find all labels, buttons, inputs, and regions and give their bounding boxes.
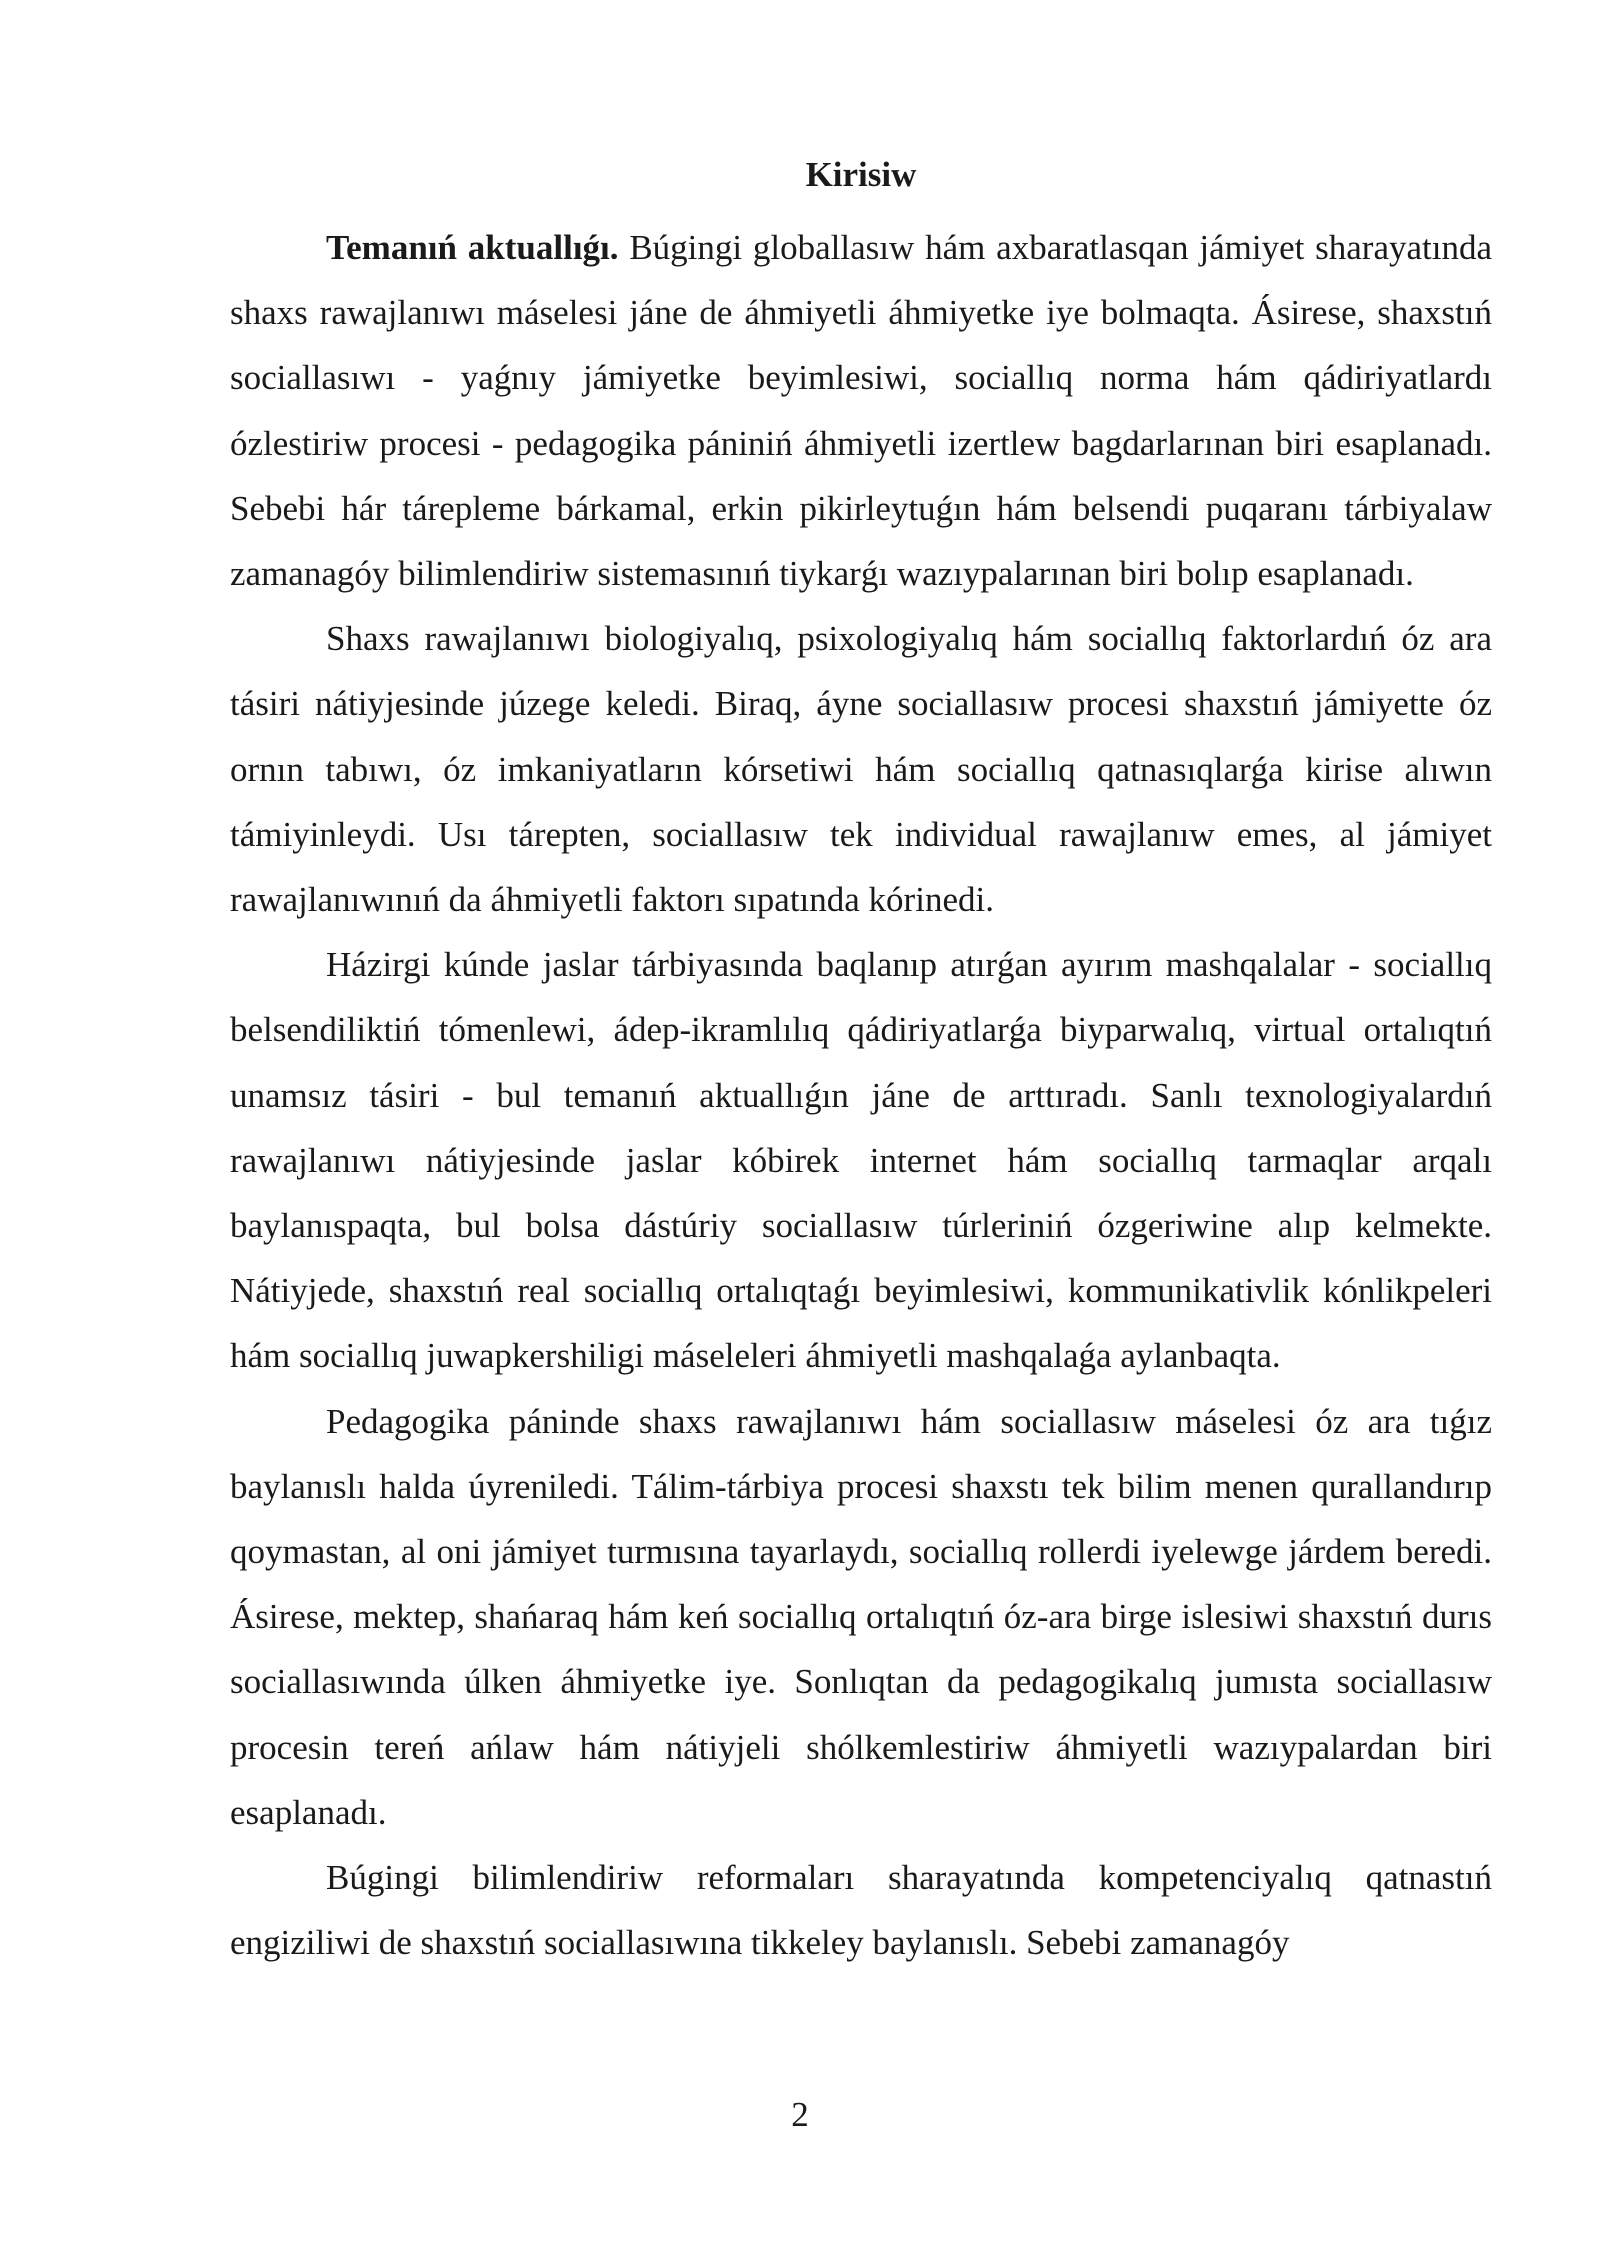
paragraph-text: Házirgi kúnde jaslar tárbiyasında baqlanıp atırǵan ayırım mashqalalar - sociallıq belsendiliktiń tómenlewi, ádep-ikramlılıq qádiriyatlarǵa biyparwalıq, virtual ortalıqtıń unamsız tásiri - bul temanıń aktuallıǵın jáne de arttıradı. Sanlı texnologiyalardıń rawajlanıwı nátiyjesinde jaslar kóbirek internet hám sociallıq tarmaqlar arqalı baylanıspaqta, bul bolsa dástúriy sociallasıw túrleriniń ózgeriwine alıp kelmekte. Nátiyjede, shaxstıń real sociallıq ortalıqtaǵı beyimlesiwi, kommunikativlik kónlikpeleri hám sociallıq juwapkershiligi máseleleri áhmiyetli mashqalaǵa aylanbaqta. xyxy=(230,945,1492,1376)
page-number: 2 xyxy=(791,2095,809,2134)
paragraph-text: Shaxs rawajlanıwı biologiyalıq, psixologiyalıq hám sociallıq faktorlardıń óz ara tásiri nátiyjesinde júzege keledi. Biraq, áyne sociallasıw procesi shaxstıń jámiyette óz ornın tabıwı, óz imkaniyatların kórsetiwi hám sociallıq qatnasıqlarǵa kirise alıwın támiyinleydi. Usı tárepten, sociallasıw tek individual rawajlanıw emes, al jámiyet rawajlanıwınıń da áhmiyetli faktorı sıpatında kórinedi. xyxy=(230,619,1492,920)
document-page xyxy=(230,150,1492,1975)
paragraph-education-reforms xyxy=(230,1845,1492,1975)
paragraph-text: Pedagogika páninde shaxs rawajlanıwı hám sociallasıw máselesi óz ara tıǵız baylanıslı halda úyreniledi. Tálim-tárbiya procesi shaxstı tek bilim menen qurallandırıp qoymastan, al oni jámiyet turmısına tayarlaydı, sociallıq rollerdi iyelewge járdem beredi. Ásirese, mektep, shańaraq hám keń sociallıq ortalıqtıń óz-ara birge islesiwi shaxstıń durıs sociallasıwında úlken áhmiyetke iye. Sonlıqtan da pedagogikalıq jumısta sociallasıw procesin tereń ańlaw hám nátiyjeli shólkemlestiriw áhmiyetli wazıypalardan biri esaplanadı. xyxy=(230,1401,1492,1832)
paragraph-personality-development xyxy=(230,606,1492,932)
paragraph-youth-problems xyxy=(230,932,1492,1388)
paragraph-relevance xyxy=(230,215,1492,606)
relevance-heading: Temanıń aktuallıǵı. xyxy=(326,228,619,267)
paragraph-text: Búgingi globallasıw hám axbaratlasqan jámiyet sharayatında shaxs rawajlanıwı máselesi jáne de áhmiyetli áhmiyetke iye bolmaqta. Ásirese, shaxstıń sociallasıwı - yaǵnıy jámiyetke beyimlesiwi, sociallıq norma hám qádiriyatlardı ózlestiriw procesi - pedagogika pániniń áhmiyetli izertlew bagdarlarınan biri esaplanadı. Sebebi hár tárepleme bárkamal, erkin pikirleytuǵın hám belsendi puqaranı tárbiyalaw zamanagóy bilimlendiriw sistemasınıń tiykarǵı wazıypalarınan biri bolıp esaplanadı. xyxy=(230,228,1492,594)
paragraph-text: Búgingi bilimlendiriw reformaları sharayatında kompetenciyalıq qatnastıń engiziliwi de shaxstıń sociallasıwına tikkeley baylanıslı. Sebebi zamanagóy xyxy=(230,1858,1492,1963)
paragraph-pedagogy xyxy=(230,1389,1492,1845)
section-title: Kirisiw xyxy=(805,155,917,194)
